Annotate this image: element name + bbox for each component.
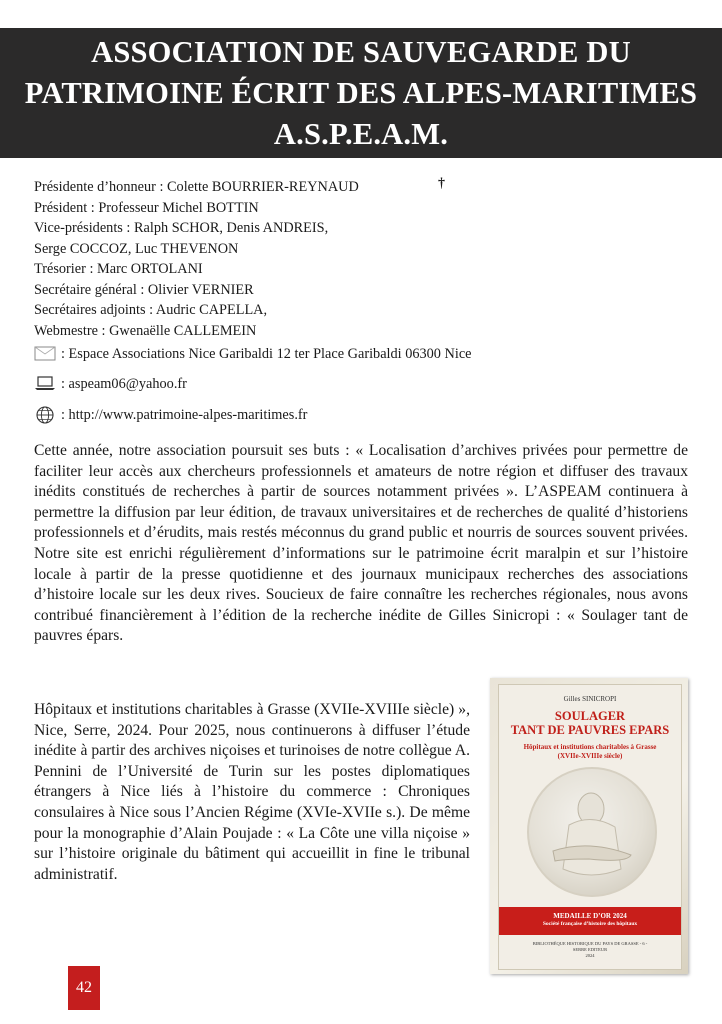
contact-address [34, 344, 472, 364]
pieta-medallion-image [527, 767, 657, 897]
book-publisher-line2: SERRE EDITEUR [572, 947, 608, 952]
book-society-text: Société française d’histoire des hôpitaux [542, 921, 638, 927]
book-publisher-line3: 2024 [585, 953, 595, 958]
globe-icon [34, 406, 56, 424]
header-title-acronym: A.S.P.E.A.M. [273, 117, 449, 151]
laptop-icon [34, 375, 56, 393]
book-title-line2: TANT DE PAUVRES EPARS [510, 723, 670, 737]
book-subtitle-line2: (XVIIe-XVIIIe siècle) [557, 752, 623, 760]
contact-email [34, 374, 187, 394]
address-text: : Espace Associations Nice Garibaldi 12 ter Place Garibaldi 06300 Nice [61, 346, 472, 362]
book-author: Gilles SINICROPI [563, 695, 617, 703]
officer-line: Vice-présidents : Ralph SCHOR, Denis ANDREIS, [34, 220, 329, 236]
book-subtitle [499, 743, 681, 761]
officer-line: Président : Professeur Michel BOTTIN [34, 199, 259, 216]
officer-line: Présidente d’honneur : Colette BOURRIER-REYNAUD [34, 179, 359, 195]
header-banner [0, 28, 722, 158]
book-cover [498, 684, 682, 970]
book-title-line1: SOULAGER [554, 709, 626, 723]
officer-line: Serge COCCOZ, Luc THEVENON [34, 240, 239, 257]
book-publisher [499, 941, 681, 959]
book-cover-image [490, 678, 688, 974]
body-paragraph-2: Hôpitaux et institutions charitables à Grasse (XVIIe-XVIIIe siècle) », Nice, Serre, 2024. Pour 2025, nous continuerons à diffuser l’étude inédite à partir des archives niçoises et turinoises de notre collègue A. Pennini de l’Université de Turin sur les postes diplomatiques étrangers à Nice liés à l’histoire du commerce : Chroniques consulaires à Nice sous l’Ancien Régime (XVIe-XVIIe s.). De même pour la monographie d’Alain Poujade : « La Côte une villa niçoise » sur l’histoire originale du bâtiment qui accueillit in fine le tribunal administratif. [34, 701, 470, 883]
officers-list [34, 177, 494, 341]
website-link[interactable]: : http://www.patrimoine-alpes-maritimes.fr [61, 407, 308, 423]
contact-website [34, 405, 307, 425]
book-subtitle-line1: Hôpitaux et institutions charitables à Grasse [523, 743, 657, 751]
body-paragraph-1: Cette année, notre association poursuit ses buts : « Localisation d’archives privées pour permettre de faciliter leur accès aux chercheurs professionnels et amateurs de notre région et diffuser des travaux inédits constitués de recherches à partir de sources notamment privées ». L’ASPEAM continuera à permettre la diffusion par leur édition, de travaux universitaires et de recherches de qualité d’historiens professionnels et d’érudits, mais restés méconnus du grand public et nourris de sources souvent privées. Notre site est enrichi régulièrement d’informations sur le patrimoine écrit maralpin et sur l’histoire locale à partir de la presse quotidienne et des journaux municipaux recherches des associations d’histoire locale sur les deux rives. Soucieux de faire connaître les recherches régionales, nous avons contribué financièrement à l’édition de la recherche inédite de Gilles Sinicropi : « Soulager tant de pauvres épars. [34, 442, 688, 645]
page-number: 42 [68, 966, 100, 1010]
envelope-icon [34, 345, 56, 363]
book-medal-text: MEDAILLE D’OR 2024 [553, 912, 627, 920]
officer-line: Secrétaire général : Olivier VERNIER [34, 281, 254, 298]
medal-band [499, 907, 681, 935]
officer-line: Secrétaires adjoints : Audric CAPELLA, [34, 302, 268, 318]
header-title-line2: PATRIMOINE ÉCRIT DES ALPES-MARITIMES [24, 76, 698, 110]
cross-symbol: † [438, 176, 445, 191]
email-link[interactable]: : aspeam06@yahoo.fr [61, 376, 187, 392]
officer-line: Webmestre : Gwenaëlle CALLEMEIN [34, 322, 257, 339]
header-title-line1: ASSOCIATION DE SAUVEGARDE DU [91, 35, 631, 69]
book-title [499, 709, 681, 737]
book-publisher-line1: BIBLIOTHÈQUE HISTORIQUE DU PAYS DE GRASSE - 6 - [532, 941, 648, 946]
officer-line: Trésorier : Marc ORTOLANI [34, 261, 203, 277]
